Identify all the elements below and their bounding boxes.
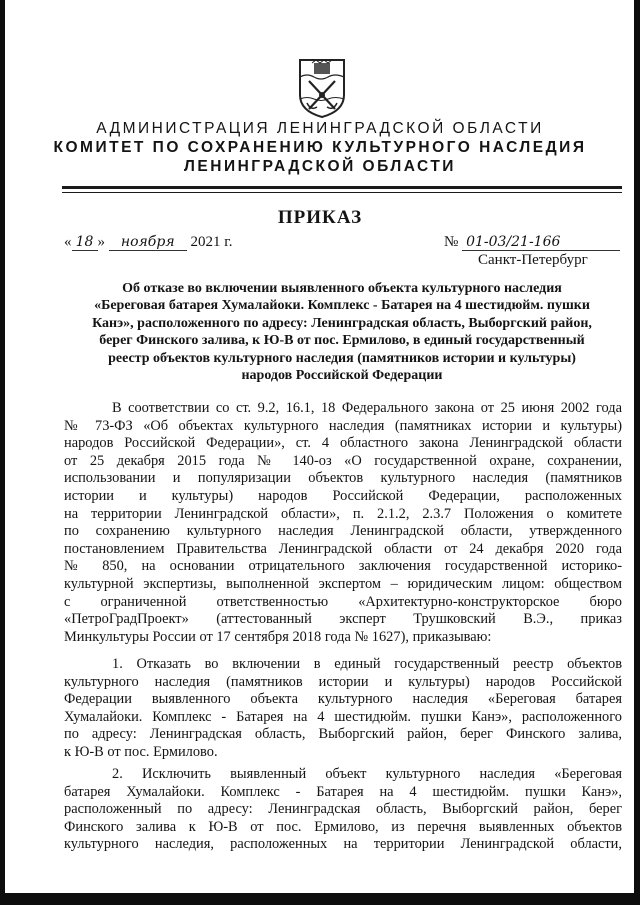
text-line: к Ю-В от пос. Ермилово. — [64, 743, 218, 760]
text-line: использовании и популяризации объектов культурного наследия (памятников — [64, 470, 622, 487]
text-line: В соответствии со ст. 9.2, 16.1, 18 Федерального закона от 25 июня 2002 года — [112, 400, 622, 416]
text-line: культурного наследия, расположенных на территории Ленинградской области, — [64, 836, 622, 853]
date-close-quote: » — [97, 234, 105, 250]
coat-of-arms-icon — [297, 57, 347, 119]
text-line: от 25 декабря 2015 года № 140-оз «О государственной охране, сохранении, — [64, 452, 622, 469]
preamble-paragraph — [64, 400, 622, 646]
subject-line: реестр объектов культурного наследия (памятников истории и культуры) — [108, 350, 576, 366]
text-line: 1. Отказать во включении в единый государственный реестр объектов — [112, 656, 622, 672]
header-rule-thick — [62, 186, 622, 189]
number-handwritten: 01-03/21-166 — [462, 234, 620, 251]
text-line: 2. Исключить выявленный объект культурного наследия «Береговая — [112, 766, 622, 782]
order-item-1 — [64, 656, 622, 762]
number-prefix: № — [444, 234, 459, 250]
text-line: народов Российской Федерации», ст. 4 областного закона Ленинградской области — [64, 435, 622, 452]
org-name-line3: ЛЕНИНГРАДСКОЙ ОБЛАСТИ — [184, 158, 456, 175]
header-rule-thin — [62, 192, 622, 193]
text-line: истории и культуры) народов Российской Федерации, расположенных — [64, 487, 622, 504]
document-number — [444, 234, 620, 251]
text-line: культурного наследия (памятников истории и культуры) народов Российской — [64, 673, 622, 690]
date-year: 2021 г. — [190, 234, 233, 250]
scan-edge-bottom — [0, 893, 640, 905]
text-line: Финского залива к Ю-В от пос. Ермилово, из перечня выявленных объектов — [64, 818, 622, 835]
date-month-handwritten: ноября — [109, 234, 187, 251]
scan-edge-right — [634, 0, 640, 905]
date-day-handwritten: 18 — [72, 234, 98, 251]
scan-edge-left — [0, 0, 5, 905]
text-line: культурной экспертизы, выполненной экспертом – юридическим лицом: обществом — [64, 575, 622, 592]
text-line: Хумалайоки. Комплекс - Батарея на 4 шестидюйм. пушки Канэ», расположенного — [64, 708, 622, 725]
document-title: ПРИКАЗ — [277, 207, 363, 228]
date-open-quote: « — [64, 234, 72, 250]
text-line: «ПетроГрадПроект» (аттестованный эксперт Трушковский В.Э., приказ — [64, 611, 622, 628]
subject-line: берег Финского залива, к Ю-В от пос. Ермилово, в единый государственный — [99, 333, 585, 349]
document-date — [64, 234, 232, 251]
text-line: расположенный по адресу: Ленинградская область, Выборгский район, берег — [64, 801, 622, 818]
text-line: на территории Ленинградской области», п. 2.1.2, 2.3.7 Положения о комитете — [64, 505, 622, 522]
text-line: Минкультуры России от 17 сентября 2018 года № 1627), приказываю: — [64, 628, 492, 645]
subject-line: Канэ», расположенного по адресу: Ленинградская область, Выборгский район, — [92, 315, 592, 331]
order-item-2 — [64, 766, 622, 854]
document-city: Санкт-Петербург — [478, 252, 588, 268]
text-line: с ограниченной ответственностью «Архитектурно-конструкторское бюро — [64, 593, 622, 610]
document-subject — [62, 280, 622, 384]
org-name-line1: АДМИНИСТРАЦИЯ ЛЕНИНГРАДСКОЙ ОБЛАСТИ — [96, 120, 544, 137]
subject-line: «Береговая батарея Хумалайоки. Комплекс - Батарея на 4 шестидюйм. пушки — [94, 298, 590, 314]
text-line: по сохранению культурного наследия Ленинградской области, утвержденного — [64, 523, 622, 540]
text-line: батарея Хумалайоки. Комплекс - Батарея на 4 шестидюйм. пушки Канэ», — [64, 783, 622, 800]
text-line: № 850, на основании отрицательного заключения государственной историко- — [64, 558, 622, 575]
org-name-line2: КОМИТЕТ ПО СОХРАНЕНИЮ КУЛЬТУРНОГО НАСЛЕДИЯ — [53, 139, 587, 156]
text-line: Федерации выявленного объекта культурного наследия «Береговая батарея — [64, 691, 622, 708]
subject-line: народов Российской Федерации — [241, 368, 443, 384]
text-line: постановлением Правительства Ленинградской области от 24 декабря 2020 года — [64, 540, 622, 557]
text-line: по адресу: Ленинградская область, Выборгский район, берег Финского залива, — [64, 726, 622, 743]
subject-line: Об отказе во включении выявленного объекта культурного наследия — [122, 281, 562, 296]
text-line: № 73-ФЗ «Об объектах культурного наследия (памятниках истории и культуры) — [64, 417, 622, 434]
